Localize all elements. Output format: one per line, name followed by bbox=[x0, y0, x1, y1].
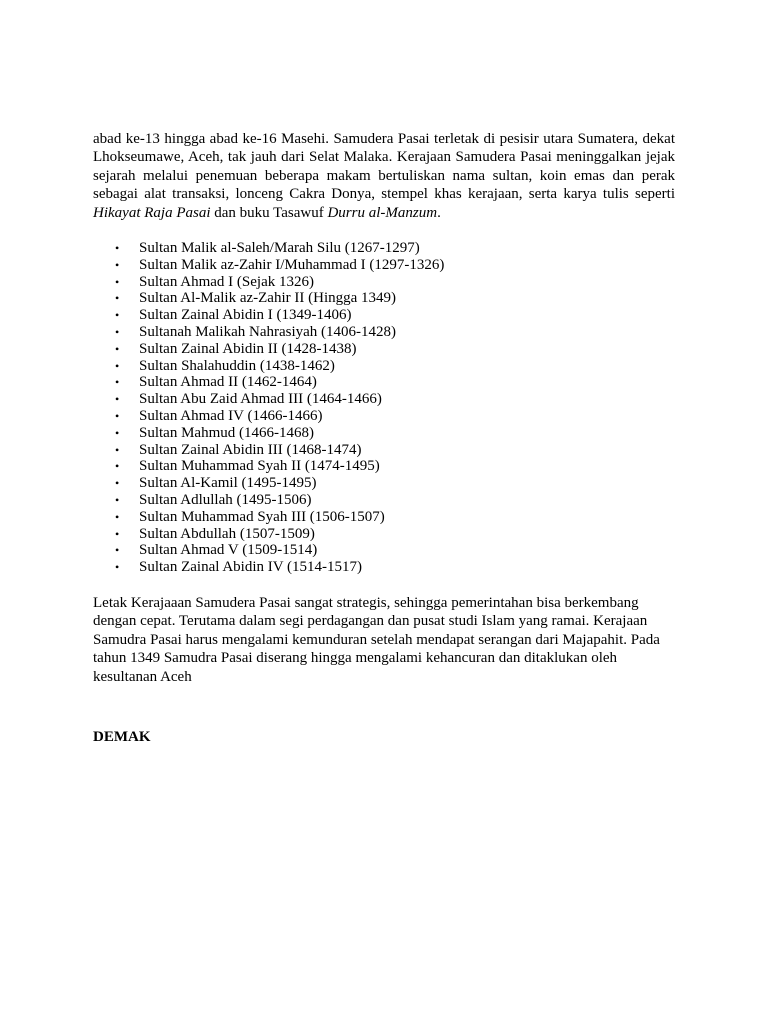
bullet-icon: • bbox=[115, 509, 120, 524]
list-item-text: Sultan Ahmad V (1509-1514) bbox=[139, 542, 318, 559]
bullet-icon: • bbox=[115, 274, 120, 289]
bullet-icon: • bbox=[115, 459, 120, 474]
list-item-text: Sultan Muhammad Syah III (1506-1507) bbox=[139, 508, 385, 525]
list-item-text: Sultan Al-Kamil (1495-1495) bbox=[139, 475, 317, 492]
list-item bbox=[93, 307, 675, 324]
list-item bbox=[93, 442, 675, 459]
intro-paragraph bbox=[93, 130, 675, 222]
bullet-icon: • bbox=[115, 241, 120, 256]
list-item-text: Sultan Adlullah (1495-1506) bbox=[139, 491, 312, 508]
list-item-text: Sultan Zainal Abidin I (1349-1406) bbox=[139, 307, 352, 324]
list-item bbox=[93, 526, 675, 543]
bullet-icon: • bbox=[115, 425, 120, 440]
list-item bbox=[93, 509, 675, 526]
bullet-icon: • bbox=[115, 560, 120, 575]
list-item bbox=[93, 240, 675, 257]
list-item bbox=[93, 290, 675, 307]
bullet-icon: • bbox=[115, 476, 120, 491]
list-item-text: Sultan Zainal Abidin III (1468-1474) bbox=[139, 441, 362, 458]
list-item bbox=[93, 391, 675, 408]
bullet-icon: • bbox=[115, 341, 120, 356]
list-item-text: Sultan Ahmad II (1462-1464) bbox=[139, 374, 317, 391]
list-item-text: Sultan Zainal Abidin II (1428-1438) bbox=[139, 340, 357, 357]
list-item bbox=[93, 341, 675, 358]
intro-italic-durru: Durru al-Manzum bbox=[327, 204, 438, 221]
list-item-text: Sultan Ahmad IV (1466-1466) bbox=[139, 408, 323, 424]
list-item-text: Sultan Abu Zaid Ahmad III (1464-1466) bbox=[139, 391, 382, 408]
list-item bbox=[93, 257, 675, 274]
bullet-icon: • bbox=[115, 358, 120, 373]
bullet-icon: • bbox=[115, 308, 120, 323]
list-item bbox=[93, 458, 675, 475]
list-item-text: Sultan Malik az-Zahir I/Muhammad I (1297-1326) bbox=[139, 256, 445, 273]
list-item-text: Sultan Malik al-Saleh/Marah Silu (1267-1297) bbox=[139, 240, 420, 257]
list-item bbox=[93, 374, 675, 391]
list-item bbox=[93, 475, 675, 492]
list-item-text: Sultanah Malikah Nahrasiyah (1406-1428) bbox=[139, 324, 397, 341]
list-item-text: Sultan Zainal Abidin IV (1514-1517) bbox=[139, 559, 363, 576]
bullet-icon: • bbox=[115, 409, 120, 423]
list-item-text: Sultan Mahmud (1466-1468) bbox=[139, 424, 314, 441]
document-page bbox=[93, 130, 675, 746]
bullet-icon: • bbox=[115, 526, 120, 541]
list-item bbox=[93, 274, 675, 291]
list-item-text: Sultan Ahmad I (Sejak 1326) bbox=[139, 273, 314, 290]
bullet-icon: • bbox=[115, 492, 120, 507]
bullet-icon: • bbox=[115, 375, 120, 390]
list-item bbox=[93, 492, 675, 509]
sultan-list bbox=[93, 240, 675, 576]
section-heading-demak: DEMAK bbox=[93, 729, 151, 745]
strategic-paragraph: Letak Kerajaaan Samudera Pasai sangat strategis, sehingga pemerintahan bisa berkembang dengan cepat. Terutama dalam segi perdagangan dan pusat studi Islam yang ramai. Kerajaan Samudra Pasai harus mengalami kemunduran setelah mendapat serangan dari Majapahit. Pada tahun 1349 Samudra Pasai diserang hingga mengalami kehancuran dan ditaklukan oleh kesultanan Aceh bbox=[93, 594, 660, 685]
list-item-text: Sultan Muhammad Syah II (1474-1495) bbox=[139, 458, 380, 475]
list-item bbox=[93, 358, 675, 375]
list-item bbox=[93, 425, 675, 442]
intro-text-part1: abad ke-13 hingga abad ke-16 Masehi. Samudera Pasai terletak di pesisir utara Sumatera, dekat Lhokseumawe, Aceh, tak jauh dari Selat Malaka. Kerajaan Samudera Pasai meninggalkan jejak sejarah melalui penemuan beberapa makam bertuliskan nama sultan, koin emas dan perak sebagai alat transaksi, lonceng Cakra Donya, stempel khas kerajaan, serta karya tulis seperti bbox=[93, 131, 675, 203]
list-item bbox=[93, 324, 675, 341]
intro-italic-hikayat: Hikayat Raja Pasai bbox=[93, 204, 211, 221]
bullet-icon: • bbox=[115, 392, 120, 407]
list-item-text: Sultan Al-Malik az-Zahir II (Hingga 1349) bbox=[139, 290, 397, 307]
bullet-icon: • bbox=[115, 325, 120, 340]
list-item-text: Sultan Abdullah (1507-1509) bbox=[139, 525, 315, 542]
list-item bbox=[93, 559, 675, 576]
list-item bbox=[93, 408, 675, 425]
bullet-icon: • bbox=[115, 257, 120, 272]
list-item-text: Sultan Shalahuddin (1438-1462) bbox=[139, 357, 335, 374]
bullet-icon: • bbox=[115, 291, 120, 306]
intro-text-part2: dan buku Tasawuf bbox=[210, 204, 328, 221]
intro-text-part3: . bbox=[437, 204, 441, 221]
bullet-icon: • bbox=[115, 442, 120, 457]
list-item bbox=[93, 542, 675, 559]
bullet-icon: • bbox=[115, 543, 120, 558]
